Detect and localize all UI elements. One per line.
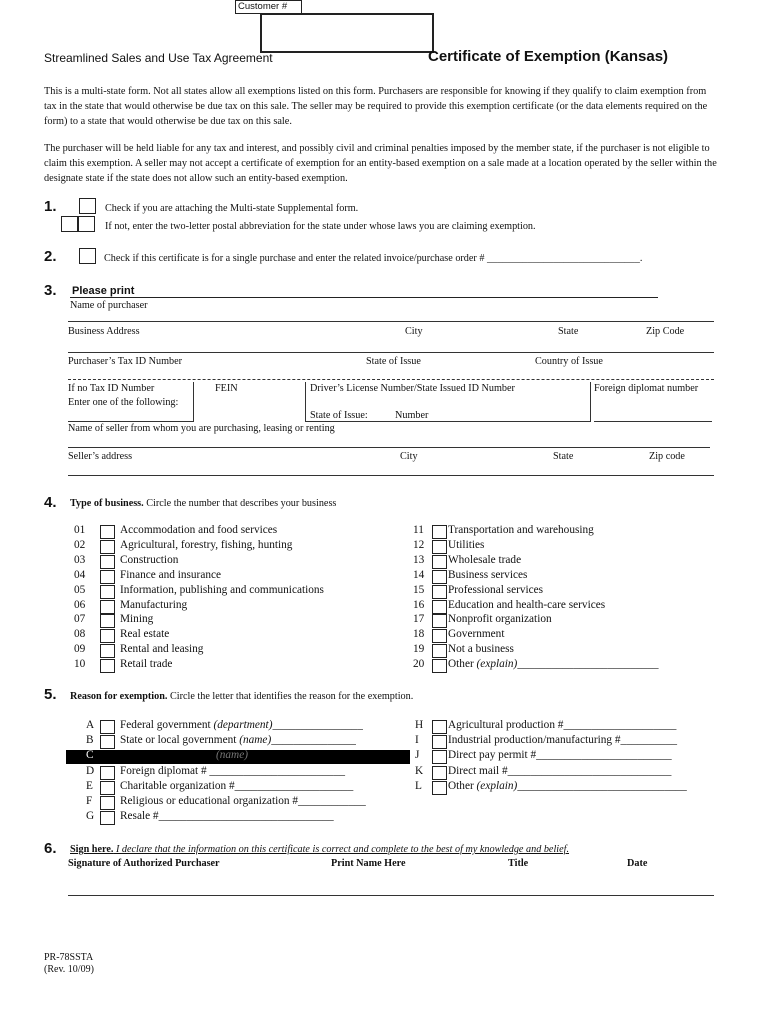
- business-type-code: 01: [74, 524, 86, 536]
- business-type-label: [120, 584, 324, 596]
- purchaser-name-line[interactable]: [70, 297, 658, 298]
- business-type-text: Rental and leasing: [120, 643, 204, 656]
- reason-checkbox[interactable]: [432, 750, 447, 764]
- reason-label: [448, 719, 676, 731]
- seller-state-label: State: [553, 451, 574, 462]
- fein-line[interactable]: [68, 421, 193, 422]
- if-no-tax-id-label: If no Tax ID Number: [68, 383, 155, 394]
- business-type-text: Information, publishing and communications: [120, 583, 324, 596]
- business-type-text: Government: [448, 628, 505, 641]
- business-type-text: Professional services: [448, 583, 544, 596]
- business-type-checkbox[interactable]: [100, 659, 115, 673]
- reason-checkbox[interactable]: [100, 766, 115, 780]
- business-type-label: [120, 613, 153, 625]
- foreign-diplomat-label: Foreign diplomat number: [594, 383, 699, 394]
- diplomat-line[interactable]: [594, 421, 712, 422]
- business-type-checkbox[interactable]: [432, 644, 447, 658]
- business-type-text: Mining: [120, 613, 154, 626]
- reason-detail: (name): [239, 734, 272, 747]
- business-type-checkbox[interactable]: [432, 555, 447, 569]
- business-address-label: Business Address: [68, 326, 140, 337]
- business-type-code: 04: [74, 568, 86, 581]
- state-of-issue-label: State of Issue: [366, 356, 421, 367]
- business-type-checkbox[interactable]: [432, 585, 447, 599]
- tax-id-line-top: [68, 352, 714, 353]
- tax-id-label: Purchaser’s Tax ID Number: [68, 356, 183, 367]
- section-6-number: 6.: [44, 840, 57, 857]
- business-type-text: Manufacturing: [120, 598, 188, 611]
- business-type-code: 06: [74, 598, 86, 611]
- reason-code: I: [415, 734, 419, 747]
- business-type-code: 17: [413, 613, 425, 626]
- business-type-text: Other: [448, 658, 477, 671]
- business-type-heading-rest: Circle the number that describes your business: [143, 498, 337, 509]
- seller-address-line[interactable]: [68, 475, 714, 476]
- form-title: Certificate of Exemption (Kansas): [428, 48, 669, 65]
- business-type-code: 18: [413, 628, 425, 641]
- id-divider-1: [193, 382, 194, 422]
- business-type-label: [448, 524, 594, 536]
- reason-label: [448, 749, 672, 761]
- state-abbrev-text: If not, enter the two-letter postal abbreviation for the state under whose laws you are claiming exemption.: [105, 221, 536, 232]
- name-of-purchaser-label: Name of purchaser: [70, 300, 148, 311]
- drivers-license-label: Driver’s License Number/State Issued ID Number: [310, 383, 515, 394]
- print-name-label: Print Name Here: [331, 858, 406, 869]
- reason-code: A: [86, 719, 95, 731]
- business-type-code: 02: [74, 538, 86, 551]
- business-type-text: Utilities: [448, 538, 485, 551]
- business-type-blank: _________________________: [517, 658, 659, 671]
- reason-heading: [70, 691, 413, 702]
- dl-number-label: Number: [395, 410, 429, 421]
- business-type-checkbox[interactable]: [100, 555, 115, 569]
- business-type-text: Education and health-care services: [448, 598, 606, 611]
- reason-text: Federal government: [120, 719, 214, 731]
- reason-text: Charitable organization #_____________________: [120, 779, 354, 792]
- reason-label: [448, 765, 671, 777]
- reason-code: J: [415, 749, 420, 762]
- sign-here-bold: Sign here.: [70, 844, 114, 855]
- seller-address-label: Seller’s address: [68, 451, 133, 462]
- id-divider-2: [305, 382, 306, 422]
- business-type-text: Accommodation and food services: [120, 524, 278, 536]
- reason-checkbox[interactable]: [432, 720, 447, 734]
- business-type-label: [448, 584, 543, 596]
- business-type-text: Business services: [448, 568, 528, 581]
- reason-blank: _______________: [271, 734, 356, 747]
- business-type-checkbox[interactable]: [432, 570, 447, 584]
- please-print-label: Please print: [72, 285, 135, 297]
- business-type-explain: (explain): [476, 658, 518, 671]
- reason-checkbox[interactable]: [100, 811, 115, 825]
- reason-label: [120, 734, 356, 746]
- reason-blank: ________________: [272, 719, 363, 731]
- business-type-label: [120, 643, 203, 655]
- state-abbrev-box-2[interactable]: [78, 216, 95, 232]
- reason-code: H: [415, 719, 424, 731]
- business-type-code: 20: [413, 658, 425, 671]
- zip-code-label: Zip Code: [646, 326, 685, 337]
- reason-checkbox[interactable]: [100, 781, 115, 795]
- business-type-text: Retail trade: [120, 658, 173, 671]
- business-type-checkbox[interactable]: [432, 600, 447, 614]
- business-type-label: [448, 628, 504, 640]
- enter-one-label: Enter one of the following:: [68, 397, 179, 408]
- section-4-number: 4.: [44, 494, 57, 511]
- reason-label: [120, 780, 353, 792]
- business-type-code: 16: [413, 598, 425, 611]
- reason-code: L: [415, 779, 422, 792]
- reason-code: G: [86, 810, 95, 823]
- id-divider-3: [590, 382, 591, 422]
- redacted-reason-text: (name): [216, 749, 248, 762]
- business-type-text: Construction: [120, 553, 179, 566]
- business-type-code: 05: [74, 583, 86, 596]
- business-address-line-top: [68, 321, 714, 322]
- reason-detail: (department): [213, 719, 273, 731]
- sign-here-declaration: I declare that the information on this certificate is correct and complete to the best of my knowledge and belief.: [113, 844, 570, 855]
- dl-state-of-issue-label: State of Issue:: [310, 410, 368, 421]
- business-type-label: [448, 613, 552, 625]
- reason-code: F: [86, 795, 93, 807]
- supplemental-form-checkbox[interactable]: [79, 198, 96, 214]
- seller-name-label: Name of seller from whom you are purchasing, leasing or renting: [68, 423, 335, 434]
- business-type-text: Wholesale trade: [448, 553, 522, 566]
- reason-text: Industrial production/manufacturing #__________: [448, 734, 678, 747]
- reason-text: Other: [448, 779, 477, 792]
- business-type-label: [448, 569, 527, 581]
- business-type-code: 14: [413, 568, 425, 581]
- business-type-checkbox[interactable]: [100, 644, 115, 658]
- reason-label: [120, 765, 345, 777]
- reason-checkbox[interactable]: [432, 735, 447, 749]
- reason-text: Agricultural production #____________________: [448, 719, 677, 731]
- business-type-code: 19: [413, 643, 425, 656]
- reason-heading-bold: Reason for exemption.: [70, 691, 168, 702]
- section-5-number: 5.: [44, 686, 57, 703]
- business-type-text: Finance and insurance: [120, 568, 222, 581]
- section-2-number: 2.: [44, 248, 57, 265]
- business-type-checkbox[interactable]: [432, 540, 447, 554]
- business-type-checkbox[interactable]: [432, 525, 447, 539]
- business-type-checkbox[interactable]: [100, 525, 115, 539]
- reason-code: D: [86, 764, 95, 777]
- reason-code: B: [86, 734, 94, 747]
- business-type-text: Agricultural, forestry, fishing, hunting: [120, 538, 293, 551]
- signature-label: Signature of Authorized Purchaser: [68, 858, 220, 869]
- business-type-checkbox[interactable]: [432, 629, 447, 643]
- reason-text: State or local government: [120, 734, 240, 747]
- single-purchase-text: Check if this certificate is for a single purchase and enter the related invoice/purchase order # ______________________________.: [104, 253, 643, 264]
- business-type-label: [448, 599, 605, 611]
- business-type-code: 12: [413, 538, 425, 551]
- business-type-heading-bold: Type of business.: [70, 498, 144, 509]
- date-label: Date: [627, 858, 648, 869]
- reason-text: Direct mail #_____________________________: [448, 764, 672, 777]
- business-type-code: 10: [74, 658, 86, 671]
- business-type-code: 09: [74, 643, 86, 656]
- business-type-text: Real estate: [120, 628, 170, 641]
- intro-paragraph-2: The purchaser will be held liable for any tax and interest, and possibly civil and criminal penalties imposed by the member state, if the purchaser is not eligible to claim this exemption. A seller may not accept a certificate of exemption for an entity-based exemption on a sale made at a location operated by the seller within the designate state if the state does not allow such an entity-based exemption.: [44, 143, 717, 184]
- reason-label: [120, 810, 334, 822]
- reason-label: [120, 719, 363, 731]
- sign-here-text: [70, 844, 569, 855]
- seller-city-label: City: [400, 451, 418, 462]
- seller-name-line[interactable]: [68, 447, 710, 448]
- customer-number-label: Customer #: [238, 1, 288, 12]
- business-type-code: 15: [413, 583, 425, 596]
- dl-line[interactable]: [305, 421, 590, 422]
- business-type-label: [120, 539, 292, 551]
- business-type-checkbox[interactable]: [100, 540, 115, 554]
- business-type-label: [448, 658, 659, 670]
- business-type-code: 11: [413, 524, 424, 536]
- reason-code: C: [86, 749, 94, 762]
- title-label: Title: [508, 858, 529, 869]
- business-type-checkbox[interactable]: [432, 614, 447, 628]
- business-type-code: 13: [413, 553, 425, 566]
- supplemental-form-text: Check if you are attaching the Multi-state Supplemental form.: [105, 203, 359, 214]
- business-type-label: [120, 628, 169, 640]
- reason-checkbox[interactable]: [100, 720, 115, 734]
- reason-checkbox[interactable]: [100, 735, 115, 749]
- reason-code: E: [86, 779, 93, 792]
- reason-checkbox[interactable]: [100, 796, 115, 810]
- fein-label: FEIN: [215, 383, 238, 394]
- business-type-code: 07: [74, 613, 86, 626]
- business-type-checkbox[interactable]: [100, 629, 115, 643]
- reason-label: [448, 780, 687, 792]
- reason-heading-rest: Circle the letter that identifies the reason for the exemption.: [167, 691, 414, 702]
- seller-zip-label: Zip code: [649, 451, 685, 462]
- reason-label: [120, 795, 366, 807]
- business-type-code: 08: [74, 628, 86, 641]
- business-type-label: [120, 524, 277, 536]
- reason-blank: ______________________________: [517, 779, 687, 792]
- reason-code: K: [415, 764, 424, 777]
- business-type-heading: [70, 498, 336, 509]
- reason-text: Direct pay permit #________________________: [448, 749, 672, 762]
- state-abbrev-box-1[interactable]: [61, 216, 78, 232]
- business-type-text: Not a business: [448, 643, 514, 656]
- business-type-label: [448, 643, 514, 655]
- reason-text: Resale #_______________________________: [120, 810, 334, 823]
- city-label: City: [405, 326, 423, 337]
- form-revision: (Rev. 10/09): [44, 964, 94, 975]
- reason-text: Foreign diplomat # ________________________: [120, 764, 345, 777]
- business-type-label: [120, 658, 172, 670]
- business-type-checkbox[interactable]: [100, 585, 115, 599]
- business-type-text: Nonprofit organization: [448, 613, 552, 626]
- business-type-checkbox[interactable]: [432, 659, 447, 673]
- signature-line[interactable]: [68, 895, 714, 896]
- agreement-title: Streamlined Sales and Use Tax Agreement: [44, 51, 273, 65]
- business-type-label: [120, 599, 187, 611]
- reason-label: [448, 734, 677, 746]
- reason-text: Religious or educational organization #____________: [120, 795, 366, 807]
- reason-checkbox[interactable]: [432, 766, 447, 780]
- id-section-line-top: [68, 379, 714, 380]
- business-type-label: [120, 569, 221, 581]
- state-label: State: [558, 326, 579, 337]
- business-type-label: [448, 539, 484, 551]
- business-type-label: [120, 554, 178, 566]
- business-type-text: Transportation and warehousing: [448, 524, 594, 536]
- country-of-issue-label: Country of Issue: [535, 356, 603, 367]
- reason-detail: (explain): [476, 779, 518, 792]
- business-type-checkbox[interactable]: [100, 570, 115, 584]
- business-type-label: [448, 554, 521, 566]
- section-1-number: 1.: [44, 198, 57, 215]
- intro-paragraph-1: This is a multi-state form. Not all states allow all exemptions listed on this form. Purchasers are responsible for knowing if they qualify to claim exemption from tax in the state that would otherwise be due tax on this sale. The seller may be required to provide this exemption certificate (or the data elements required on the form) to a state that would otherwise be due tax on this sale.: [44, 86, 708, 127]
- business-type-checkbox[interactable]: [100, 600, 115, 614]
- customer-number-field[interactable]: [260, 13, 434, 53]
- form-id: PR-78SSTA: [44, 952, 94, 963]
- section-3-number: 3.: [44, 282, 57, 299]
- reason-checkbox[interactable]: [432, 781, 447, 795]
- business-type-code: 03: [74, 553, 86, 566]
- business-type-checkbox[interactable]: [100, 614, 115, 628]
- single-purchase-checkbox[interactable]: [79, 248, 96, 264]
